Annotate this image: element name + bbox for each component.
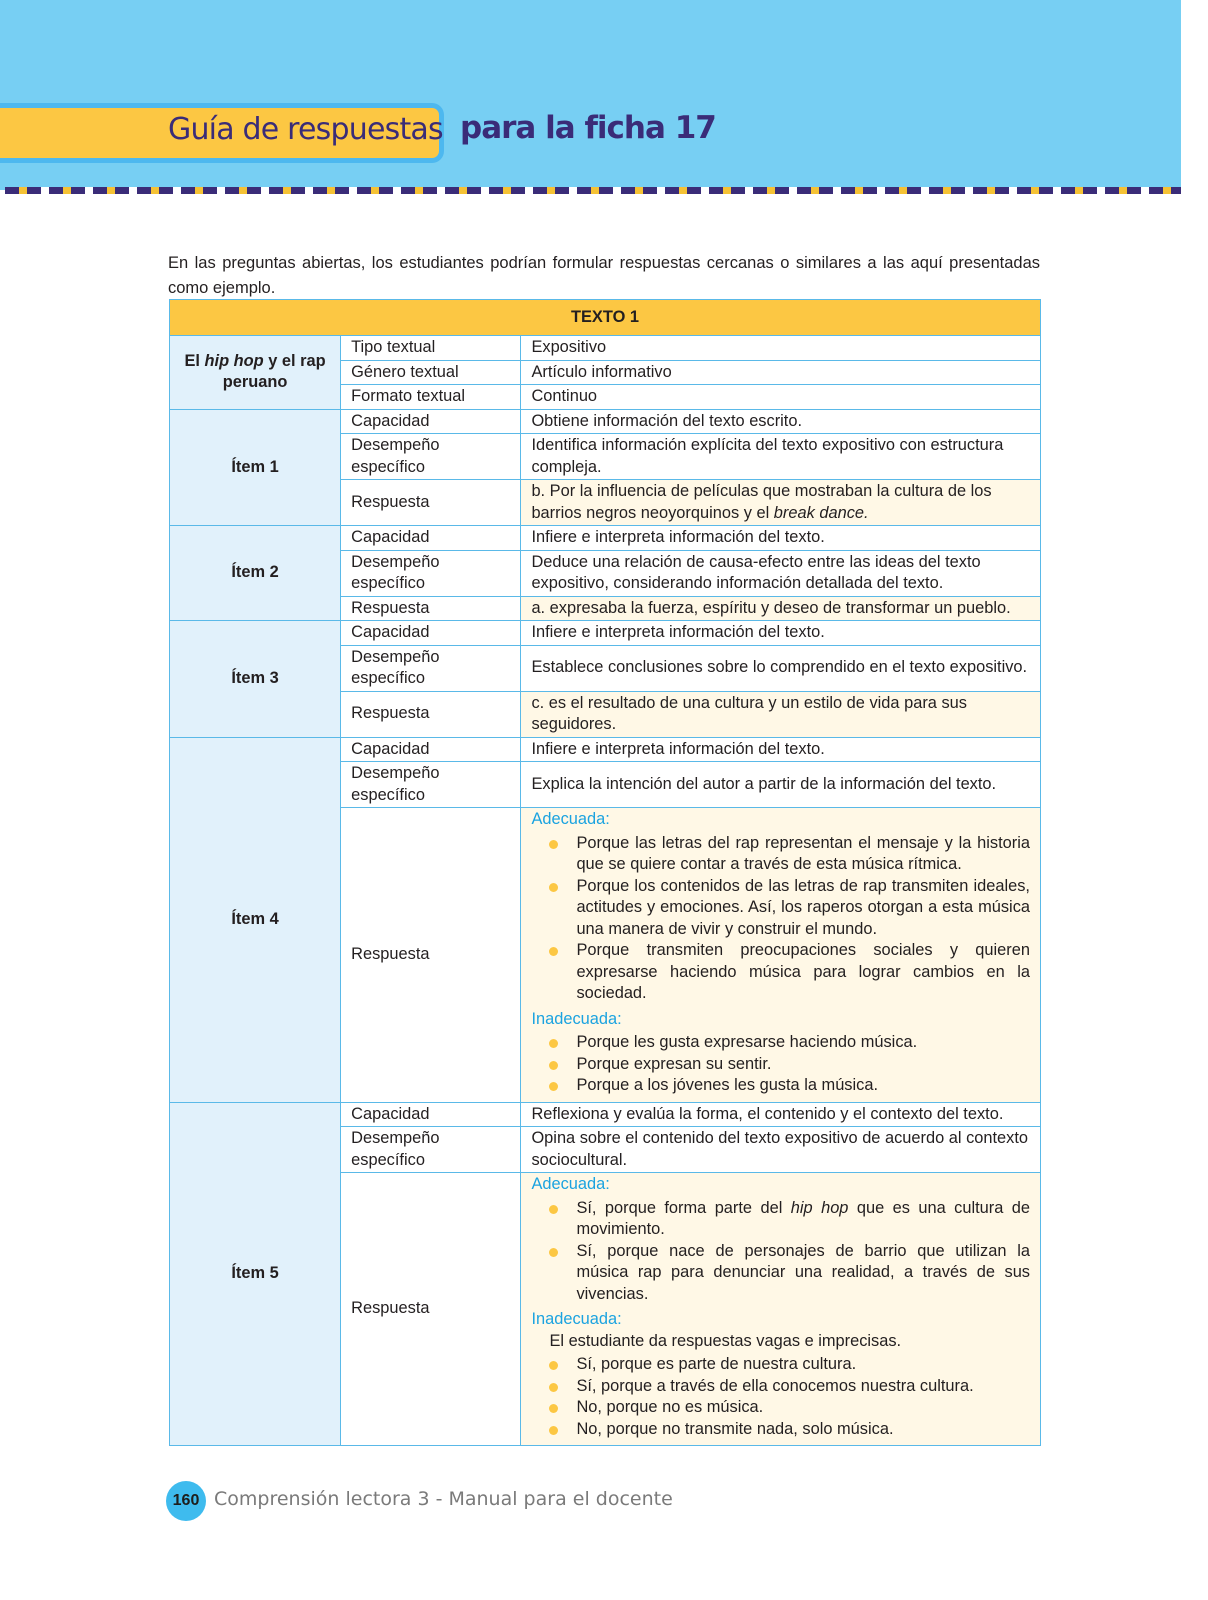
respuesta-key: Respuesta (341, 1173, 521, 1446)
capacidad-key: Capacidad (341, 1102, 521, 1127)
row-value: Artículo informativo (521, 360, 1041, 385)
page-title-tab: Guía de respuestas (168, 112, 443, 147)
list-item: Porque expresan su sentir. (576, 1054, 1030, 1076)
capacidad-key: Capacidad (341, 621, 521, 646)
page-title-rest: para la ficha 17 (460, 110, 716, 146)
desempeno-key: Desempeño específico (341, 1127, 521, 1173)
desempeno-key: Desempeño específico (341, 762, 521, 808)
list-item: No, porque no transmite nada, solo música. (576, 1419, 1030, 1441)
respuesta-key: Respuesta (341, 808, 521, 1103)
row-value: Expositivo (521, 336, 1041, 361)
item-label: Ítem 4 (170, 737, 341, 1102)
desempeno-key: Desempeño específico (341, 434, 521, 480)
desempeno-value: Establece conclusiones sobre lo comprendido en el texto expositivo. (521, 645, 1041, 691)
list-item: No, porque no es música. (576, 1397, 1030, 1419)
respuesta-key: Respuesta (341, 691, 521, 737)
capacidad-value: Obtiene información del texto escrito. (521, 409, 1041, 434)
capacidad-value: Infiere e interpreta información del texto. (521, 621, 1041, 646)
list-item (576, 1198, 1030, 1241)
respuesta-key: Respuesta (341, 480, 521, 526)
answer-guide-table (169, 299, 1041, 1446)
header-dashed-divider (5, 187, 1181, 194)
list-item: Sí, porque es parte de nuestra cultura. (576, 1354, 1030, 1376)
list-item: Sí, porque a través de ella conocemos nuestra cultura. (576, 1376, 1030, 1398)
table-row (170, 737, 1041, 762)
list-item: Porque a los jóvenes les gusta la música. (576, 1075, 1030, 1097)
list-item: Porque los contenidos de las letras de rap transmiten ideales, actitudes y emociones. Así, los raperos otorgan a esta música una manera de vivir y construir el mundo. (576, 876, 1030, 941)
item-label: Ítem 2 (170, 526, 341, 621)
list-item: Porque les gusta expresarse haciendo música. (576, 1032, 1030, 1054)
row-key: Formato textual (341, 385, 521, 410)
desempeno-key: Desempeño específico (341, 645, 521, 691)
list-item-text: que es una cultura de movimiento. (576, 1198, 1031, 1238)
row-value: Continuo (521, 385, 1041, 410)
text-title-post: y el rap peruano (222, 351, 326, 392)
respuesta-value (521, 480, 1041, 526)
footer-text: Comprensión lectora 3 - Manual para el docente (214, 1488, 673, 1510)
table-row (170, 1102, 1041, 1127)
desempeno-value: Deduce una relación de causa-efecto entre las ideas del texto expositivo, considerando información detallada del texto. (521, 550, 1041, 596)
list-item: Porque transmiten preocupaciones sociales y quieren expresarse haciendo música para lograr cambios en la sociedad. (576, 940, 1030, 1005)
respuesta-italic: break dance. (773, 503, 869, 522)
capacidad-key: Capacidad (341, 526, 521, 551)
table-row (170, 621, 1041, 646)
text-title-italic: hip hop (204, 351, 264, 370)
respuesta-value: a. expresaba la fuerza, espíritu y deseo de transformar un pueblo. (521, 596, 1041, 621)
adecuada-label: Adecuada: (531, 810, 610, 828)
adecuada-list (531, 833, 1030, 1005)
respuesta-value (521, 808, 1041, 1103)
desempeno-key: Desempeño específico (341, 550, 521, 596)
intro-paragraph: En las preguntas abiertas, los estudiantes podrían formular respuestas cercanas o similares a las aquí presentadas como ejemplo. (168, 253, 1040, 297)
list-item-italic: hip hop (790, 1198, 849, 1217)
respuesta-value (521, 1173, 1041, 1446)
capacidad-value: Infiere e interpreta información del texto. (521, 526, 1041, 551)
desempeno-value: Opina sobre el contenido del texto expositivo de acuerdo al contexto sociocultural. (521, 1127, 1041, 1173)
table-row (170, 409, 1041, 434)
capacidad-key: Capacidad (341, 409, 521, 434)
table-heading-row (170, 300, 1041, 336)
item-label: Ítem 5 (170, 1102, 341, 1446)
row-key: Género textual (341, 360, 521, 385)
inadecuada-intro: El estudiante da respuestas vagas e imprecisas. (549, 1331, 902, 1350)
inadecuada-label: Inadecuada: (531, 1310, 622, 1328)
list-item: Sí, porque nace de personajes de barrio que utilizan la música rap para denunciar una realidad, a través de sus vivencias. (576, 1241, 1030, 1306)
capacidad-value: Reflexiona y evalúa la forma, el contenido y el contexto del texto. (521, 1102, 1041, 1127)
inadecuada-label: Inadecuada: (531, 1009, 622, 1028)
page-number-badge: 160 (166, 1481, 206, 1521)
respuesta-text: b. Por la influencia de películas que mostraban la cultura de los barrios negros neoyorquinos y el (531, 482, 992, 522)
desempeno-value: Identifica información explícita del texto expositivo con estructura compleja. (521, 434, 1041, 480)
respuesta-value: c. es el resultado de una cultura y un estilo de vida para sus seguidores. (521, 691, 1041, 737)
capacidad-key: Capacidad (341, 737, 521, 762)
capacidad-value: Infiere e interpreta información del texto. (521, 737, 1041, 762)
respuesta-key: Respuesta (341, 596, 521, 621)
list-item: Porque las letras del rap representan el mensaje y la historia que se quiere contar a través de esta música rítmica. (576, 833, 1030, 876)
text-title-pre: El (184, 351, 205, 370)
desempeno-value: Explica la intención del autor a partir de la información del texto. (521, 762, 1041, 808)
adecuada-list (531, 1198, 1030, 1306)
inadecuada-list (531, 1032, 1030, 1097)
table-row (170, 526, 1041, 551)
item-label: Ítem 1 (170, 409, 341, 526)
adecuada-label: Adecuada: (531, 1175, 610, 1193)
text-title-cell (170, 336, 341, 410)
inadecuada-list (531, 1354, 1030, 1440)
table-row (170, 336, 1041, 361)
row-key: Tipo textual (341, 336, 521, 361)
list-item-text: Sí, porque forma parte del (576, 1198, 791, 1217)
table-heading: TEXTO 1 (170, 300, 1041, 336)
item-label: Ítem 3 (170, 621, 341, 738)
